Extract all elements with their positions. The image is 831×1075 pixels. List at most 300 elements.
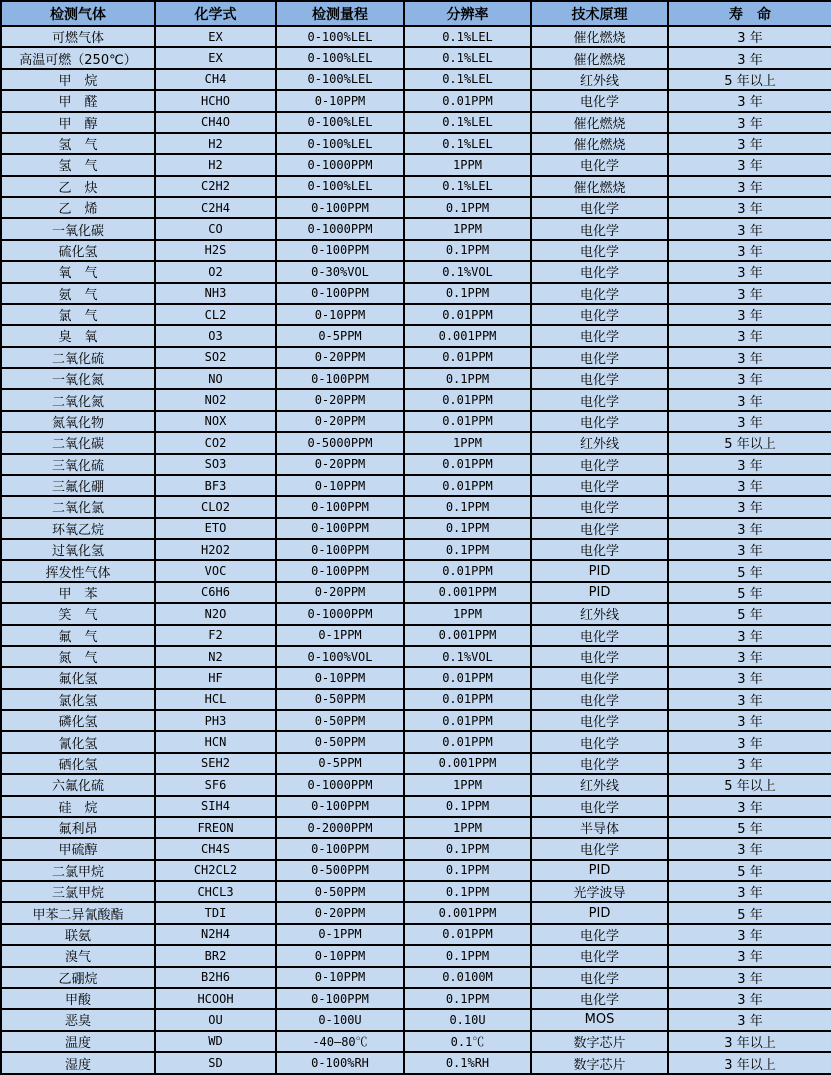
- cell-lifespan: 3 年: [668, 368, 831, 389]
- cell-resolution: 0.1PPM: [404, 838, 531, 859]
- cell-gas-name: 溴气: [1, 945, 155, 966]
- cell-tech-principle: 电化学: [531, 667, 668, 688]
- cell-chemical-formula: CH4: [155, 69, 276, 90]
- cell-tech-principle: 电化学: [531, 325, 668, 346]
- cell-chemical-formula: HCHO: [155, 90, 276, 111]
- cell-resolution: 0.1%RH: [404, 1052, 531, 1074]
- cell-chemical-formula: ETO: [155, 518, 276, 539]
- cell-gas-name: 乙 烯: [1, 197, 155, 218]
- cell-tech-principle: 电化学: [531, 368, 668, 389]
- cell-resolution: 0.1%LEL: [404, 47, 531, 68]
- cell-gas-name: 氮 气: [1, 646, 155, 667]
- cell-lifespan: 3 年: [668, 689, 831, 710]
- cell-gas-name: 三氟化硼: [1, 475, 155, 496]
- cell-resolution: 0.01PPM: [404, 475, 531, 496]
- cell-gas-name: 氟利昂: [1, 817, 155, 838]
- cell-chemical-formula: H2S: [155, 240, 276, 261]
- table-row: [1, 347, 831, 368]
- cell-tech-principle: 电化学: [531, 218, 668, 239]
- cell-lifespan: 3 年: [668, 838, 831, 859]
- cell-gas-name: 氢 气: [1, 154, 155, 175]
- cell-gas-name: 臭 氧: [1, 325, 155, 346]
- cell-detection-range: 0-100PPM: [276, 197, 404, 218]
- cell-gas-name: 硫化氢: [1, 240, 155, 261]
- cell-detection-range: 0-100%LEL: [276, 176, 404, 197]
- cell-resolution: 0.1%LEL: [404, 176, 531, 197]
- cell-tech-principle: 数字芯片: [531, 1052, 668, 1074]
- cell-tech-principle: 电化学: [531, 389, 668, 410]
- table-row: [1, 176, 831, 197]
- table-row: [1, 817, 831, 838]
- column-header-detection-range: 检测量程: [276, 1, 404, 26]
- table-row: [1, 710, 831, 731]
- cell-detection-range: 0-1000PPM: [276, 218, 404, 239]
- table-row: [1, 496, 831, 517]
- cell-tech-principle: 催化燃烧: [531, 133, 668, 154]
- table-row: [1, 454, 831, 475]
- cell-gas-name: 湿度: [1, 1052, 155, 1074]
- cell-resolution: 1PPM: [404, 154, 531, 175]
- cell-resolution: 1PPM: [404, 817, 531, 838]
- cell-gas-name: 硅 烷: [1, 796, 155, 817]
- cell-tech-principle: 催化燃烧: [531, 112, 668, 133]
- table-row: [1, 539, 831, 560]
- cell-lifespan: 3 年: [668, 133, 831, 154]
- cell-lifespan: 5 年以上: [668, 774, 831, 795]
- cell-gas-name: 一氧化氮: [1, 368, 155, 389]
- table-row: [1, 860, 831, 881]
- cell-gas-name: 甲 醛: [1, 90, 155, 111]
- table-row: [1, 112, 831, 133]
- cell-resolution: 0.001PPM: [404, 902, 531, 923]
- cell-tech-principle: 电化学: [531, 625, 668, 646]
- cell-tech-principle: 催化燃烧: [531, 47, 668, 68]
- cell-lifespan: 5 年以上: [668, 432, 831, 453]
- cell-tech-principle: PID: [531, 560, 668, 581]
- cell-gas-name: 乙硼烷: [1, 967, 155, 988]
- cell-resolution: 0.1PPM: [404, 881, 531, 902]
- cell-tech-principle: 电化学: [531, 454, 668, 475]
- cell-lifespan: 3 年以上: [668, 1052, 831, 1074]
- cell-gas-name: 氧 气: [1, 261, 155, 282]
- cell-tech-principle: PID: [531, 582, 668, 603]
- cell-chemical-formula: SF6: [155, 774, 276, 795]
- cell-tech-principle: MOS: [531, 1009, 668, 1030]
- cell-lifespan: 3 年: [668, 347, 831, 368]
- cell-lifespan: 3 年: [668, 176, 831, 197]
- cell-detection-range: 0-100PPM: [276, 988, 404, 1009]
- cell-chemical-formula: CO2: [155, 432, 276, 453]
- cell-detection-range: 0-20PPM: [276, 389, 404, 410]
- cell-detection-range: 0-10PPM: [276, 304, 404, 325]
- cell-resolution: 0.1PPM: [404, 496, 531, 517]
- cell-lifespan: 5 年以上: [668, 69, 831, 90]
- cell-gas-name: 氨 气: [1, 283, 155, 304]
- table-row: [1, 988, 831, 1009]
- cell-detection-range: 0-5PPM: [276, 753, 404, 774]
- cell-resolution: 0.1PPM: [404, 518, 531, 539]
- cell-resolution: 0.1PPM: [404, 796, 531, 817]
- cell-lifespan: 3 年: [668, 646, 831, 667]
- cell-gas-name: 氮氧化物: [1, 411, 155, 432]
- cell-chemical-formula: NOX: [155, 411, 276, 432]
- cell-tech-principle: 红外线: [531, 432, 668, 453]
- cell-chemical-formula: CL2: [155, 304, 276, 325]
- cell-gas-name: 二氯甲烷: [1, 860, 155, 881]
- cell-gas-name: 二氧化硫: [1, 347, 155, 368]
- cell-gas-name: 笑 气: [1, 603, 155, 624]
- cell-resolution: 0.1%LEL: [404, 26, 531, 47]
- cell-lifespan: 3 年: [668, 47, 831, 68]
- header-row: [1, 1, 831, 26]
- cell-chemical-formula: O2: [155, 261, 276, 282]
- cell-gas-name: 硒化氢: [1, 753, 155, 774]
- cell-chemical-formula: HCOOH: [155, 988, 276, 1009]
- cell-resolution: 1PPM: [404, 603, 531, 624]
- cell-tech-principle: 电化学: [531, 90, 668, 111]
- cell-detection-range: 0-50PPM: [276, 710, 404, 731]
- cell-detection-range: 0-100%LEL: [276, 112, 404, 133]
- cell-lifespan: 3 年: [668, 496, 831, 517]
- cell-gas-name: 磷化氢: [1, 710, 155, 731]
- cell-chemical-formula: H2: [155, 133, 276, 154]
- cell-gas-name: 氯化氢: [1, 689, 155, 710]
- cell-gas-name: 二氧化氮: [1, 389, 155, 410]
- cell-gas-name: 高温可燃（250℃）: [1, 47, 155, 68]
- cell-tech-principle: 催化燃烧: [531, 176, 668, 197]
- table-row: [1, 945, 831, 966]
- table-row: [1, 625, 831, 646]
- cell-detection-range: 0-20PPM: [276, 454, 404, 475]
- cell-chemical-formula: HF: [155, 667, 276, 688]
- cell-lifespan: 3 年: [668, 988, 831, 1009]
- table-row: [1, 475, 831, 496]
- column-header-gas-name: 检测气体: [1, 1, 155, 26]
- cell-detection-range: 0-10PPM: [276, 90, 404, 111]
- cell-gas-name: 二氧化氯: [1, 496, 155, 517]
- cell-detection-range: 0-100PPM: [276, 838, 404, 859]
- cell-tech-principle: 电化学: [531, 731, 668, 752]
- table-row: [1, 689, 831, 710]
- cell-chemical-formula: NO2: [155, 389, 276, 410]
- table-row: [1, 603, 831, 624]
- table-row: [1, 881, 831, 902]
- cell-lifespan: 3 年: [668, 667, 831, 688]
- table-row: [1, 1009, 831, 1030]
- table-row: [1, 924, 831, 945]
- table-row: [1, 26, 831, 47]
- cell-gas-name: 氰化氢: [1, 731, 155, 752]
- cell-detection-range: 0-100PPM: [276, 496, 404, 517]
- cell-tech-principle: 电化学: [531, 710, 668, 731]
- cell-chemical-formula: N2H4: [155, 924, 276, 945]
- cell-gas-name: 甲 醇: [1, 112, 155, 133]
- cell-detection-range: 0-1PPM: [276, 625, 404, 646]
- cell-chemical-formula: TDI: [155, 902, 276, 923]
- cell-lifespan: 3 年: [668, 967, 831, 988]
- table-row: [1, 432, 831, 453]
- cell-tech-principle: 电化学: [531, 646, 668, 667]
- cell-chemical-formula: OU: [155, 1009, 276, 1030]
- cell-resolution: 0.1PPM: [404, 283, 531, 304]
- cell-chemical-formula: H2: [155, 154, 276, 175]
- cell-resolution: 0.001PPM: [404, 625, 531, 646]
- cell-tech-principle: 红外线: [531, 69, 668, 90]
- cell-tech-principle: 电化学: [531, 496, 668, 517]
- cell-lifespan: 3 年: [668, 218, 831, 239]
- cell-lifespan: 3 年: [668, 26, 831, 47]
- cell-detection-range: 0-500PPM: [276, 860, 404, 881]
- cell-lifespan: 3 年: [668, 304, 831, 325]
- cell-gas-name: 甲苯二异氰酸酯: [1, 902, 155, 923]
- cell-chemical-formula: CHCL3: [155, 881, 276, 902]
- cell-lifespan: 5 年: [668, 582, 831, 603]
- cell-tech-principle: 电化学: [531, 518, 668, 539]
- cell-tech-principle: 电化学: [531, 988, 668, 1009]
- cell-resolution: 0.1PPM: [404, 240, 531, 261]
- cell-detection-range: 0-20PPM: [276, 582, 404, 603]
- cell-lifespan: 3 年: [668, 325, 831, 346]
- cell-gas-name: 二氧化碳: [1, 432, 155, 453]
- cell-detection-range: 0-100%LEL: [276, 26, 404, 47]
- column-header-chemical-formula: 化学式: [155, 1, 276, 26]
- cell-chemical-formula: NH3: [155, 283, 276, 304]
- cell-tech-principle: 电化学: [531, 347, 668, 368]
- cell-resolution: 0.001PPM: [404, 325, 531, 346]
- cell-chemical-formula: O3: [155, 325, 276, 346]
- cell-chemical-formula: N2: [155, 646, 276, 667]
- cell-tech-principle: 电化学: [531, 689, 668, 710]
- table-row: [1, 1031, 831, 1052]
- cell-lifespan: 3 年: [668, 1009, 831, 1030]
- cell-chemical-formula: BR2: [155, 945, 276, 966]
- cell-resolution: 0.01PPM: [404, 731, 531, 752]
- table-body: [1, 26, 831, 1074]
- cell-tech-principle: 电化学: [531, 838, 668, 859]
- cell-gas-name: 甲 苯: [1, 582, 155, 603]
- cell-gas-name: 甲酸: [1, 988, 155, 1009]
- cell-gas-name: 一氧化碳: [1, 218, 155, 239]
- cell-chemical-formula: N2O: [155, 603, 276, 624]
- cell-resolution: 0.1%VOL: [404, 646, 531, 667]
- cell-lifespan: 3 年: [668, 154, 831, 175]
- cell-chemical-formula: BF3: [155, 475, 276, 496]
- cell-detection-range: 0-1000PPM: [276, 603, 404, 624]
- table-row: [1, 838, 831, 859]
- cell-detection-range: 0-10PPM: [276, 667, 404, 688]
- cell-resolution: 1PPM: [404, 774, 531, 795]
- cell-detection-range: 0-50PPM: [276, 689, 404, 710]
- cell-lifespan: 3 年: [668, 475, 831, 496]
- cell-lifespan: 5 年: [668, 860, 831, 881]
- cell-tech-principle: 电化学: [531, 475, 668, 496]
- cell-tech-principle: 电化学: [531, 154, 668, 175]
- cell-detection-range: 0-100PPM: [276, 368, 404, 389]
- cell-tech-principle: 数字芯片: [531, 1031, 668, 1052]
- cell-gas-name: 恶臭: [1, 1009, 155, 1030]
- cell-tech-principle: 电化学: [531, 539, 668, 560]
- cell-detection-range: 0-2000PPM: [276, 817, 404, 838]
- cell-detection-range: 0-20PPM: [276, 347, 404, 368]
- cell-chemical-formula: NO: [155, 368, 276, 389]
- cell-lifespan: 5 年: [668, 560, 831, 581]
- cell-resolution: 0.01PPM: [404, 389, 531, 410]
- cell-lifespan: 3 年: [668, 945, 831, 966]
- cell-detection-range: 0-50PPM: [276, 731, 404, 752]
- cell-detection-range: 0-100%LEL: [276, 133, 404, 154]
- table-row: [1, 133, 831, 154]
- table-row: [1, 368, 831, 389]
- cell-chemical-formula: FREON: [155, 817, 276, 838]
- table-row: [1, 1052, 831, 1074]
- table-row: [1, 731, 831, 752]
- cell-detection-range: 0-1000PPM: [276, 154, 404, 175]
- cell-tech-principle: 红外线: [531, 774, 668, 795]
- cell-tech-principle: 电化学: [531, 197, 668, 218]
- cell-detection-range: 0-100%LEL: [276, 69, 404, 90]
- cell-resolution: 0.1%LEL: [404, 112, 531, 133]
- cell-tech-principle: 电化学: [531, 945, 668, 966]
- table-row: [1, 240, 831, 261]
- cell-lifespan: 3 年: [668, 625, 831, 646]
- cell-tech-principle: 电化学: [531, 753, 668, 774]
- cell-chemical-formula: H2O2: [155, 539, 276, 560]
- cell-lifespan: 3 年: [668, 389, 831, 410]
- cell-detection-range: 0-10PPM: [276, 945, 404, 966]
- cell-detection-range: 0-100U: [276, 1009, 404, 1030]
- cell-gas-name: 可燃气体: [1, 26, 155, 47]
- cell-resolution: 0.1PPM: [404, 988, 531, 1009]
- cell-resolution: 0.01PPM: [404, 347, 531, 368]
- cell-gas-name: 甲 烷: [1, 69, 155, 90]
- cell-detection-range: 0-100%LEL: [276, 47, 404, 68]
- cell-detection-range: 0-20PPM: [276, 411, 404, 432]
- cell-resolution: 0.1PPM: [404, 539, 531, 560]
- column-header-lifespan: 寿 命: [668, 1, 831, 26]
- column-header-tech-principle: 技术原理: [531, 1, 668, 26]
- cell-detection-range: 0-20PPM: [276, 902, 404, 923]
- cell-chemical-formula: F2: [155, 625, 276, 646]
- cell-resolution: 0.01PPM: [404, 667, 531, 688]
- table-row: [1, 283, 831, 304]
- table-row: [1, 774, 831, 795]
- cell-lifespan: 3 年: [668, 240, 831, 261]
- cell-resolution: 0.1PPM: [404, 197, 531, 218]
- cell-detection-range: 0-100PPM: [276, 796, 404, 817]
- cell-lifespan: 3 年: [668, 753, 831, 774]
- table-row: [1, 796, 831, 817]
- column-header-resolution: 分辨率: [404, 1, 531, 26]
- cell-chemical-formula: SO3: [155, 454, 276, 475]
- cell-detection-range: 0-1000PPM: [276, 774, 404, 795]
- cell-chemical-formula: SD: [155, 1052, 276, 1074]
- cell-resolution: 0.1%LEL: [404, 133, 531, 154]
- cell-resolution: 0.01PPM: [404, 411, 531, 432]
- cell-resolution: 0.10U: [404, 1009, 531, 1030]
- cell-tech-principle: 催化燃烧: [531, 26, 668, 47]
- cell-tech-principle: 电化学: [531, 796, 668, 817]
- table-row: [1, 154, 831, 175]
- cell-detection-range: 0-100PPM: [276, 560, 404, 581]
- cell-gas-name: 氢 气: [1, 133, 155, 154]
- cell-resolution: 0.01PPM: [404, 710, 531, 731]
- cell-chemical-formula: SO2: [155, 347, 276, 368]
- cell-chemical-formula: CLO2: [155, 496, 276, 517]
- cell-detection-range: 0-10PPM: [276, 475, 404, 496]
- cell-chemical-formula: SIH4: [155, 796, 276, 817]
- cell-chemical-formula: C6H6: [155, 582, 276, 603]
- cell-lifespan: 3 年: [668, 197, 831, 218]
- cell-chemical-formula: C2H2: [155, 176, 276, 197]
- table-row: [1, 47, 831, 68]
- table-row: [1, 582, 831, 603]
- cell-resolution: 0.001PPM: [404, 753, 531, 774]
- table-row: [1, 69, 831, 90]
- table-row: [1, 560, 831, 581]
- cell-detection-range: 0-100PPM: [276, 518, 404, 539]
- table-row: [1, 646, 831, 667]
- cell-lifespan: 5 年: [668, 902, 831, 923]
- table-row: [1, 667, 831, 688]
- cell-resolution: 0.1PPM: [404, 945, 531, 966]
- cell-gas-name: 氟化氢: [1, 667, 155, 688]
- cell-chemical-formula: EX: [155, 47, 276, 68]
- cell-detection-range: 0-5000PPM: [276, 432, 404, 453]
- cell-resolution: 0.1%VOL: [404, 261, 531, 282]
- cell-chemical-formula: HCN: [155, 731, 276, 752]
- table-row: [1, 218, 831, 239]
- cell-resolution: 0.01PPM: [404, 304, 531, 325]
- cell-lifespan: 3 年: [668, 924, 831, 945]
- cell-resolution: 0.01PPM: [404, 689, 531, 710]
- cell-detection-range: 0-100%VOL: [276, 646, 404, 667]
- cell-tech-principle: 电化学: [531, 304, 668, 325]
- cell-resolution: 0.01PPM: [404, 90, 531, 111]
- cell-gas-name: 挥发性气体: [1, 560, 155, 581]
- cell-gas-name: 氯 气: [1, 304, 155, 325]
- cell-chemical-formula: HCL: [155, 689, 276, 710]
- table-row: [1, 518, 831, 539]
- cell-lifespan: 3 年: [668, 710, 831, 731]
- cell-gas-name: 氟 气: [1, 625, 155, 646]
- cell-lifespan: 3 年: [668, 518, 831, 539]
- cell-tech-principle: 半导体: [531, 817, 668, 838]
- cell-tech-principle: PID: [531, 860, 668, 881]
- cell-lifespan: 3 年: [668, 411, 831, 432]
- cell-detection-range: 0-5PPM: [276, 325, 404, 346]
- cell-detection-range: 0-10PPM: [276, 967, 404, 988]
- table-row: [1, 304, 831, 325]
- cell-detection-range: 0-50PPM: [276, 881, 404, 902]
- cell-detection-range: 0-100PPM: [276, 539, 404, 560]
- cell-resolution: 0.01PPM: [404, 454, 531, 475]
- cell-chemical-formula: PH3: [155, 710, 276, 731]
- cell-resolution: 0.1%LEL: [404, 69, 531, 90]
- cell-gas-name: 过氧化氢: [1, 539, 155, 560]
- table-row: [1, 902, 831, 923]
- cell-tech-principle: 电化学: [531, 240, 668, 261]
- table-row: [1, 261, 831, 282]
- cell-chemical-formula: VOC: [155, 560, 276, 581]
- cell-tech-principle: 电化学: [531, 924, 668, 945]
- cell-gas-name: 三氧化硫: [1, 454, 155, 475]
- cell-resolution: 1PPM: [404, 432, 531, 453]
- cell-detection-range: 0-30%VOL: [276, 261, 404, 282]
- table-row: [1, 411, 831, 432]
- cell-chemical-formula: SEH2: [155, 753, 276, 774]
- cell-lifespan: 3 年: [668, 261, 831, 282]
- cell-detection-range: -40—80℃: [276, 1031, 404, 1052]
